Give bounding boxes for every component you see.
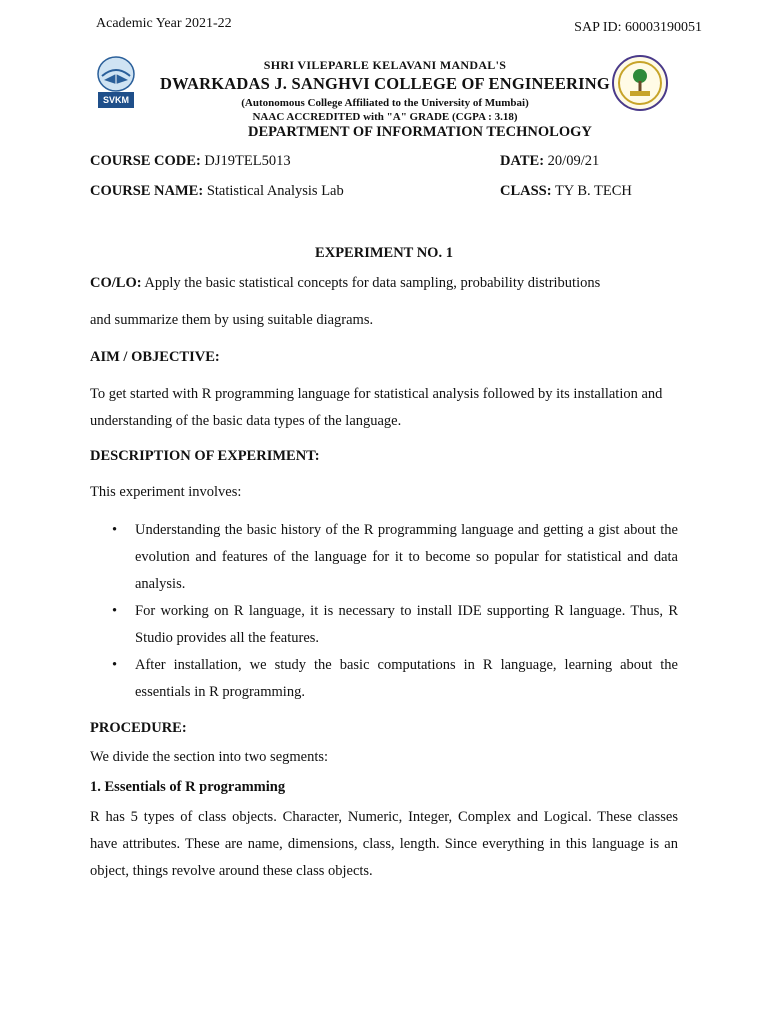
- colo-label: CO/LO:: [90, 275, 142, 291]
- list-item: • For working on R language, it is necessary to install IDE supporting R language. Thus, R Studio provides all the features.: [112, 603, 678, 646]
- procedure-heading: PROCEDURE:: [90, 720, 187, 736]
- date-label: DATE:: [500, 153, 545, 169]
- aim-heading: AIM / OBJECTIVE:: [90, 349, 220, 365]
- course-code-label: COURSE CODE:: [90, 153, 201, 169]
- list-item: • Understanding the basic history of the R programming language and getting a gist about the evolution and features of the language for it to become so popular for statistical and data analysis.: [112, 522, 678, 592]
- course-code: [90, 153, 291, 170]
- course-code-value: DJ19TEL5013: [204, 153, 291, 169]
- college-seal-logo: [610, 54, 670, 112]
- class-value: TY B. TECH: [554, 183, 632, 199]
- course-name: [90, 183, 344, 200]
- svkm-logo-text: SVKM: [102, 95, 129, 105]
- date-value: 20/09/21: [547, 153, 600, 169]
- procedure-intro: We divide the section into two segments:: [90, 749, 329, 765]
- affiliation: (Autonomous College Affiliated to the University of Mumbai): [241, 97, 529, 109]
- experiment-title: EXPERIMENT NO. 1: [315, 245, 453, 261]
- section1-heading: 1. Essentials of R programming: [90, 779, 286, 795]
- list-item: • After installation, we study the basic computations in R language, learning about the essentials in R programming.: [112, 657, 678, 700]
- section1-text: R has 5 types of class objects. Character, Numeric, Integer, Complex and Logical. These classes have attributes. These are name, dimensions, class, length. Since everything in this language is an object, things revolve around these class objects.: [90, 809, 678, 879]
- course-name-label: COURSE NAME:: [90, 183, 204, 199]
- academic-year: Academic Year 2021-22: [96, 16, 232, 31]
- accreditation: NAAC ACCREDITED with "A" GRADE (CGPA : 3.18): [252, 111, 518, 123]
- experiment-body: [90, 240, 678, 885]
- sap-id: SAP ID: 60003190051: [574, 20, 702, 35]
- date: [500, 153, 599, 170]
- aim-text: To get started with R programming language for statistical analysis followed by its installation and understanding of the basic data types of the language.: [90, 386, 663, 429]
- description-intro: This experiment involves:: [90, 484, 242, 500]
- department-title: DEPARTMENT OF INFORMATION TECHNOLOGY: [248, 124, 592, 140]
- colo: [90, 270, 678, 297]
- class: [500, 183, 632, 200]
- colo-text-continued: and summarize them by using suitable diagrams.: [90, 312, 374, 328]
- description-heading: DESCRIPTION OF EXPERIMENT:: [90, 448, 320, 464]
- college-header: [150, 58, 620, 123]
- class-label: CLASS:: [500, 183, 552, 199]
- course-name-value: Statistical Analysis Lab: [206, 183, 344, 199]
- description-list: [90, 517, 678, 706]
- college-name: DWARKADAS J. SANGHVI COLLEGE OF ENGINEERING: [160, 74, 610, 93]
- colo-text: Apply the basic statistical concepts for data sampling, probability distributions: [144, 275, 601, 291]
- trust-name: SHRI VILEPARLE KELAVANI MANDAL'S: [263, 58, 507, 72]
